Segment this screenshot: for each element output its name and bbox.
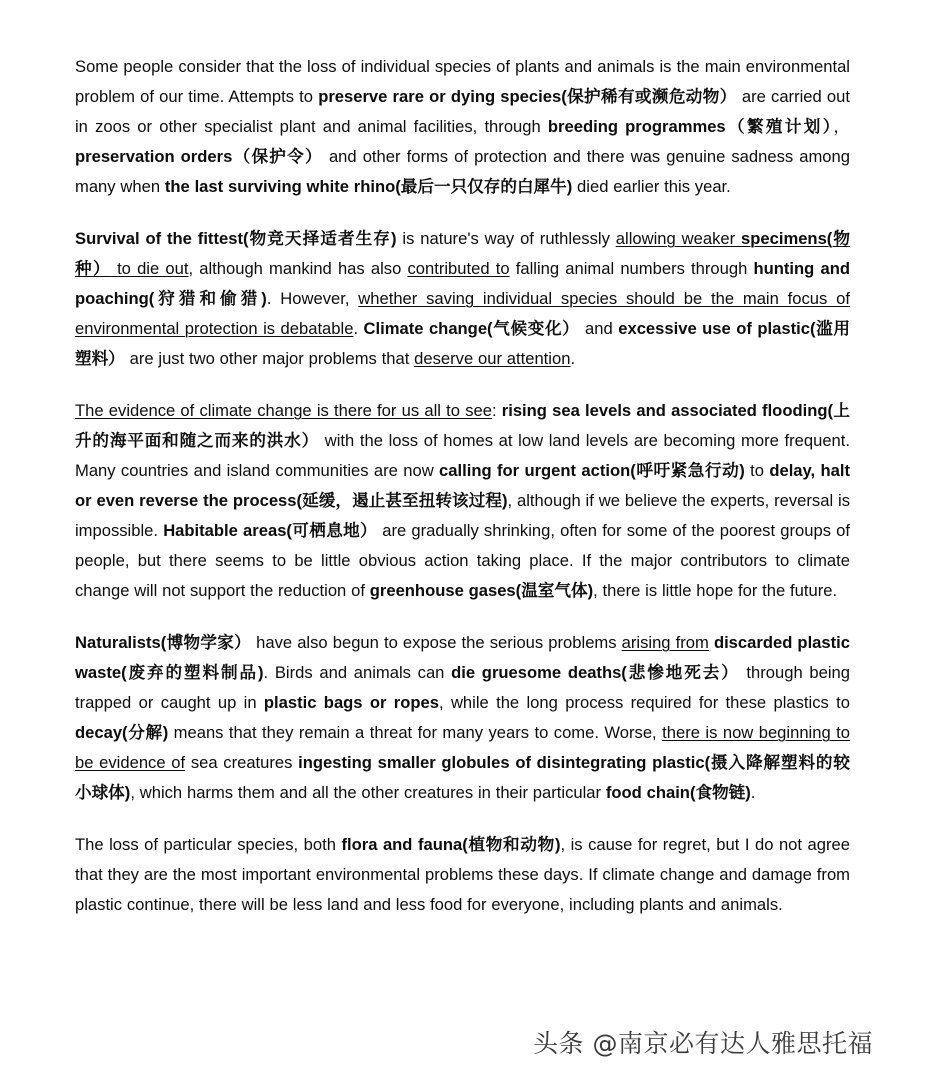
paragraph (75, 52, 850, 202)
text-run-plain: means that they remain a threat for many years to come. Worse, (168, 723, 663, 742)
text-run-underline: deserve our attention (414, 349, 571, 368)
text-run-plain: are carried out in zoos or other specialist plant and animal facilities, through (75, 87, 850, 136)
text-run-bold-underline: specimens(物种） (75, 229, 850, 278)
text-run-bold: breeding programmes（繁殖计划） (547, 117, 834, 136)
text-run-bold: the last surviving white rhino(最后一只仅存的白犀牛) (164, 177, 573, 196)
text-run-plain: Some people consider that the loss of individual species of plants and animals is the main environmental problem of our time. Attempts to (75, 57, 850, 106)
text-run-bold: Climate change(气候变化） (363, 319, 580, 338)
text-run-bold: discarded plastic waste(废弃的塑料制品) (75, 633, 850, 682)
text-run-plain: sea creatures (185, 753, 299, 772)
text-run-bold: delay, halt or even reverse the process(延缓，遏止甚至扭转该过程) (75, 461, 851, 510)
text-run-bold: greenhouse gases(温室气体) (369, 581, 594, 600)
text-run-plain: to (744, 461, 770, 480)
text-run-underline: there is now beginning to be evidence of (75, 723, 850, 772)
text-run-bold: preserve rare or dying species(保护稀有或濒危动物） (318, 87, 737, 106)
text-run-plain: , while the long process required for these plastics to (439, 693, 850, 712)
text-run-plain: died earlier this year. (572, 177, 731, 196)
text-run-underline: contributed to (407, 259, 510, 278)
text-run-plain: , although mankind has also (188, 259, 408, 278)
text-run-bold: die gruesome deaths(悲惨地死去） (451, 663, 740, 682)
text-run-plain: . (570, 349, 576, 368)
text-run-bold: food chain(食物链) (605, 783, 751, 802)
text-run-plain: is nature's way of ruthlessly (396, 229, 616, 248)
text-run-underline: The evidence of climate change is there for us all to see (75, 401, 492, 420)
text-run-underline: to die out (110, 259, 189, 278)
text-run-plain: , which harms them and all the other creatures in their particular (130, 783, 606, 802)
paragraph (75, 830, 850, 920)
text-run-bold: Survival of the fittest(物竞天择适者生存) (75, 229, 397, 248)
text-run-bold: flora and fauna(植物和动物) (341, 835, 561, 854)
text-run-plain: : (491, 401, 502, 420)
watermark-label: 头条 @南京必有达人雅思托福 (533, 1029, 873, 1058)
paragraph (75, 628, 850, 808)
paragraph (75, 224, 850, 374)
text-run-plain: are gradually shrinking, often for some of the poorest groups of people, but there seems to be little obvious action taking place. If the major contributors to climate change will not support the reduction of (75, 521, 851, 600)
text-run-plain: and (579, 319, 619, 338)
text-run-plain: ， (833, 117, 850, 136)
text-run-plain: . Birds and animals can (263, 663, 452, 682)
text-run-bold: plastic bags or ropes (263, 693, 439, 712)
text-run-bold: hunting and poaching(狩猎和偷猎) (75, 259, 850, 308)
text-run-bold: decay(分解) (75, 723, 169, 742)
text-run-bold: Habitable areas(可栖息地） (163, 521, 378, 540)
text-run-plain: , is cause for regret, but I do not agree that they are the most important environmental problems these days. If climate change and damage from plastic continue, there will be less land and less food for everyone, including plants and animals. (75, 835, 850, 914)
text-run-plain: with the loss of homes at low land levels are becoming more frequent. Many countries and island communities are now (75, 431, 851, 480)
text-run-plain: and other forms of protection and there was genuine sadness among many when (75, 147, 850, 196)
paragraph (75, 396, 850, 606)
text-run-bold: rising sea levels and associated flooding(上升的海平面和随之而来的洪水） (75, 401, 850, 450)
document-text-body (75, 52, 850, 920)
text-run-plain: . However, (266, 289, 359, 308)
text-run-plain: . (353, 319, 364, 338)
text-run-bold: calling for urgent action(呼吁紧急行动) (439, 461, 745, 480)
text-run-underline: whether saving individual species should be the main focus of environmental protection is debatable (75, 289, 850, 338)
text-run-bold: ingesting smaller globules of disintegrating plastic(摄入降解塑料的较小球体) (75, 753, 851, 802)
text-run-underline: allowing weaker (615, 229, 742, 248)
text-run-plain: through being trapped or caught up in (75, 663, 851, 712)
text-run-plain: have also begun to expose the serious problems (251, 633, 622, 652)
text-run-underline: arising from (621, 633, 709, 652)
text-run-plain: , although if we believe the experts, reversal is impossible. (75, 491, 850, 540)
text-run-bold: excessive use of plastic(滥用塑料） (75, 319, 850, 368)
text-run-plain: are just two other major problems that (124, 349, 415, 368)
text-run-plain: , there is little hope for the future. (593, 581, 838, 600)
text-run-bold: Naturalists(博物学家） (75, 633, 252, 652)
text-run-plain: falling animal numbers through (509, 259, 754, 278)
text-run-plain: The loss of particular species, both (75, 835, 342, 854)
text-run-bold: preservation orders（保护令） (75, 147, 323, 166)
text-run-plain: . (750, 783, 756, 802)
